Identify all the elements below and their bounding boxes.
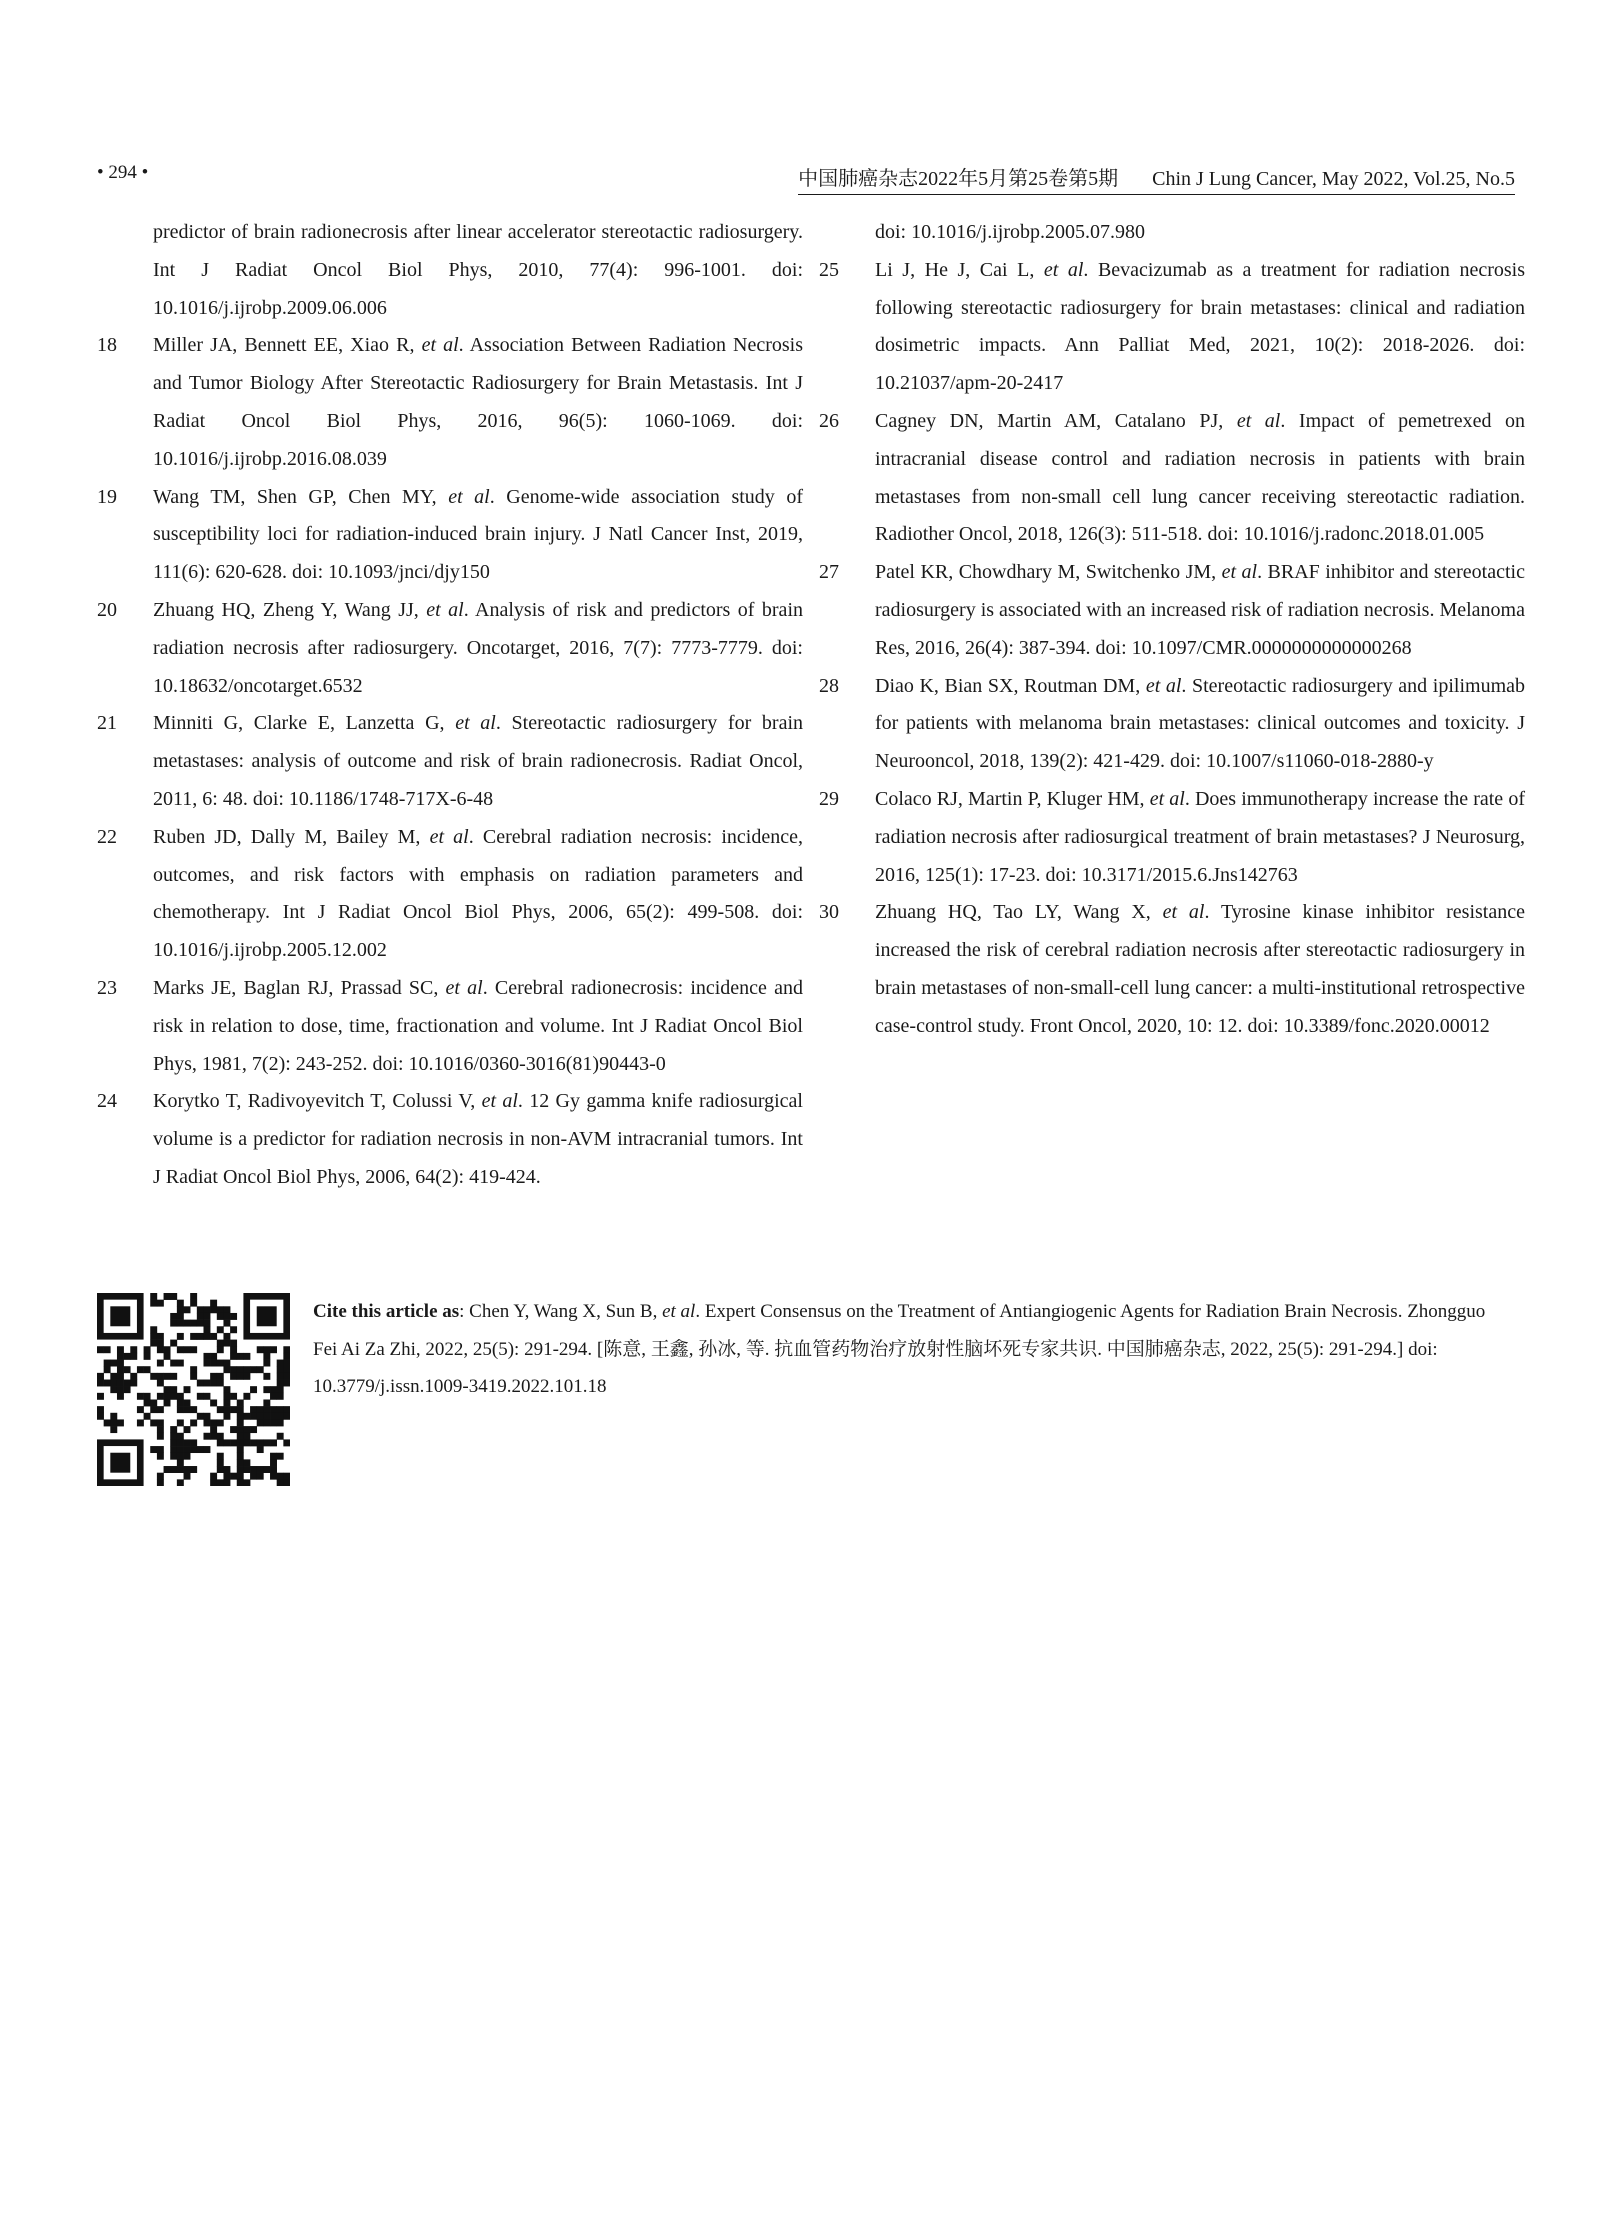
reference-item — [97, 819, 803, 970]
reference-text — [875, 554, 1525, 667]
reference-text — [153, 214, 803, 327]
cite-this-article — [313, 1293, 1503, 1406]
journal-running-head — [798, 162, 1515, 195]
reference-item — [97, 970, 803, 1083]
reference-number: 19 — [97, 485, 117, 508]
reference-text — [875, 781, 1525, 894]
reference-etal: et al — [445, 976, 483, 999]
reference-details: . Tyrosine kinase inhibitor resistance increased the risk of cerebral radiation necrosis after stereotactic radiosurgery in brain metastases of non-small-cell lung cancer: a multi-institutional retrospective case-control study. Front Oncol, 2020, 10: 12. doi: 10.3389/fonc.2020.00012 — [875, 901, 1525, 1037]
reference-authors: Zhuang HQ, Zheng Y, Wang JJ, — [153, 598, 427, 621]
cite-etal: et al — [662, 1301, 696, 1322]
reference-text — [875, 214, 1525, 252]
reference-etal: et al — [448, 485, 490, 508]
reference-details: . Cerebral radiation necrosis: incidence, outcomes, and risk factors with emphasis on radiation parameters and chemotherapy. Int J Radiat Oncol Biol Phys, 2006, 65(2): 499-508. doi: 10.1016/j.ijrobp.2005.12.002 — [153, 825, 803, 962]
page-number: • 294 • — [97, 162, 149, 183]
references-left-column — [97, 214, 803, 1197]
reference-authors: Cagney DN, Martin AM, Catalano PJ, — [875, 409, 1237, 432]
references-right-column — [819, 214, 1525, 1046]
citation-block — [97, 1293, 1517, 1493]
reference-number: 29 — [819, 787, 839, 810]
reference-details: predictor of brain radionecrosis after linear accelerator stereotactic radiosurgery. Int J Radiat Oncol Biol Phys, 2010, 77(4): 996-1001. doi: 10.1016/j.ijrobp.2009.06.006 — [153, 221, 803, 319]
reference-authors: Diao K, Bian SX, Routman DM, — [875, 674, 1146, 697]
reference-item — [97, 327, 803, 478]
reference-authors: Li J, He J, Cai L, — [875, 258, 1044, 281]
reference-text — [153, 327, 803, 478]
cite-authors: : Chen Y, Wang X, Sun B, — [459, 1301, 663, 1322]
reference-details: doi: 10.1016/j.ijrobp.2005.07.980 — [875, 221, 1145, 243]
reference-etal: et al — [1149, 787, 1185, 810]
reference-authors: Patel KR, Chowdhary M, Switchenko JM, — [875, 561, 1222, 584]
reference-authors: Wang TM, Shen GP, Chen MY, — [153, 485, 449, 508]
reference-number: 25 — [819, 258, 839, 281]
reference-authors: Korytko T, Radivoyevitch T, Colussi V, — [153, 1090, 482, 1113]
journal-title-en: Chin J Lung Cancer, May 2022, Vol.25, No.5 — [1152, 168, 1515, 190]
reference-text — [153, 592, 803, 705]
reference-details: . Genome-wide association study of susceptibility loci for radiation-induced brain injury. J Natl Cancer Inst, 2019, 111(6): 620-628. doi: 10.1093/jnci/djy150 — [153, 485, 803, 584]
reference-etal: et al — [429, 825, 469, 848]
reference-details: . Does immunotherapy increase the rate of radiation necrosis after radiosurgical treatment of brain metastases? J Neurosurg, 2016, 125(1): 17-23. doi: 10.3171/2015.6.Jns142763 — [875, 787, 1525, 886]
reference-number: 26 — [819, 409, 839, 432]
reference-number: 20 — [97, 598, 117, 621]
reference-item — [97, 592, 803, 705]
reference-number: 18 — [97, 334, 117, 357]
journal-title-cn: 中国肺癌杂志2022年5月第25卷第5期 — [798, 168, 1119, 190]
reference-authors: Ruben JD, Dally M, Bailey M, — [153, 825, 430, 848]
reference-etal: et al — [1236, 409, 1281, 432]
reference-item — [819, 403, 1525, 554]
reference-number: 24 — [97, 1090, 117, 1113]
reference-item — [819, 668, 1525, 781]
reference-authors: Marks JE, Baglan RJ, Prassad SC, — [153, 976, 446, 999]
reference-details: . BRAF inhibitor and stereotactic radiosurgery is associated with an increased risk of radiation necrosis. Melanoma Res, 2016, 26(4): 387-394. doi: 10.1097/CMR.0000000000000268 — [875, 561, 1525, 659]
reference-etal: et al — [455, 712, 496, 735]
reference-number: 22 — [97, 825, 117, 848]
reference-details: . Impact of pemetrexed on intracranial disease control and radiation necrosis in patients with brain metastases from non-small cell lung cancer receiving stereotactic radiation. Radiother Oncol, 2018, 126(3): 511-518. doi: 10.1016/j.radonc.2018.01.005 — [875, 409, 1526, 546]
reference-item — [819, 554, 1525, 667]
reference-etal: et al — [1043, 258, 1084, 281]
reference-text — [153, 479, 803, 592]
reference-text — [875, 252, 1525, 403]
reference-item — [97, 705, 803, 818]
cite-text: . Expert Consensus on the Treatment of Antiangiogenic Agents for Radiation Brain Necrosis. Zhongguo Fei Ai Za Zhi, 2022, 25(5): 291-294. [陈意, 王鑫, 孙冰, 等. 抗血管药物治疗放射性脑坏死专家共识. 中国肺癌杂志, 2022, 25(5): 291-294.] doi: 10.3779/j.issn.1009-3419.2022.101.18 — [313, 1301, 1486, 1397]
cite-label: Cite this article as — [313, 1301, 460, 1322]
reference-item — [819, 252, 1525, 403]
reference-etal: et al — [1162, 901, 1205, 924]
reference-authors: Colaco RJ, Martin P, Kluger HM, — [875, 787, 1150, 810]
reference-etal: et al — [1221, 561, 1258, 584]
reference-text — [153, 705, 803, 818]
reference-authors: Minniti G, Clarke E, Lanzetta G, — [153, 712, 456, 735]
reference-authors: Zhuang HQ, Tao LY, Wang X, — [875, 901, 1163, 924]
page-header — [97, 158, 1515, 190]
reference-authors: Miller JA, Bennett EE, Xiao R, — [153, 334, 422, 357]
qr-code-icon — [97, 1293, 290, 1486]
reference-text — [875, 894, 1525, 1045]
reference-details: . Bevacizumab as a treatment for radiation necrosis following stereotactic radiosurgery for brain metastases: clinical and radiation dosimetric impacts. Ann Palliat Med, 2021, 10(2): 2018-2026. doi: 10.21037/apm-20-2417 — [875, 258, 1525, 395]
reference-etal: et al — [1145, 674, 1182, 697]
reference-number: 21 — [97, 712, 117, 735]
reference-number: 23 — [97, 976, 117, 999]
reference-etal: et al — [421, 334, 459, 357]
reference-item — [819, 781, 1525, 894]
reference-etal: et al — [481, 1090, 518, 1113]
reference-etal: et al — [426, 598, 464, 621]
reference-item — [819, 214, 1525, 252]
reference-number: 30 — [819, 901, 839, 924]
reference-text — [153, 1083, 803, 1196]
reference-details: . Cerebral radionecrosis: incidence and risk in relation to dose, time, fractionation and volume. Int J Radiat Oncol Biol Phys, 1981, 7(2): 243-252. doi: 10.1016/0360-3016(81)90443-0 — [153, 976, 803, 1075]
reference-item — [97, 214, 803, 327]
reference-item — [819, 894, 1525, 1045]
reference-details: . Stereotactic radiosurgery for brain metastases: analysis of outcome and risk of brain radionecrosis. Radiat Oncol, 2011, 6: 48. doi: 10.1186/1748-717X-6-48 — [153, 712, 804, 810]
reference-details: . 12 Gy gamma knife radiosurgical volume is a predictor for radiation necrosis in non-AVM intracranial tumors. Int J Radiat Oncol Biol Phys, 2006, 64(2): 419-424. — [153, 1090, 803, 1188]
reference-number: 28 — [819, 674, 839, 697]
reference-number: 27 — [819, 561, 839, 584]
reference-text — [875, 403, 1525, 554]
reference-item — [97, 479, 803, 592]
reference-details: . Association Between Radiation Necrosis and Tumor Biology After Stereotactic Radiosurgery for Brain Metastasis. Int J Radiat Oncol Biol Phys, 2016, 96(5): 1060-1069. doi: 10.1016/j.ijrobp.2016.08.039 — [153, 334, 804, 470]
reference-item — [97, 1083, 803, 1196]
reference-details: . Analysis of risk and predictors of brain radiation necrosis after radiosurgery. Oncotarget, 2016, 7(7): 7773-7779. doi: 10.18632/oncotarget.6532 — [153, 598, 803, 697]
reference-text — [153, 819, 803, 970]
reference-details: . Stereotactic radiosurgery and ipilimumab for patients with melanoma brain metastases: clinical outcomes and toxicity. J Neurooncol, 2018, 139(2): 421-429. doi: 10.1007/s11060-018-2880-y — [875, 674, 1525, 773]
reference-text — [153, 970, 803, 1083]
reference-text — [875, 668, 1525, 781]
